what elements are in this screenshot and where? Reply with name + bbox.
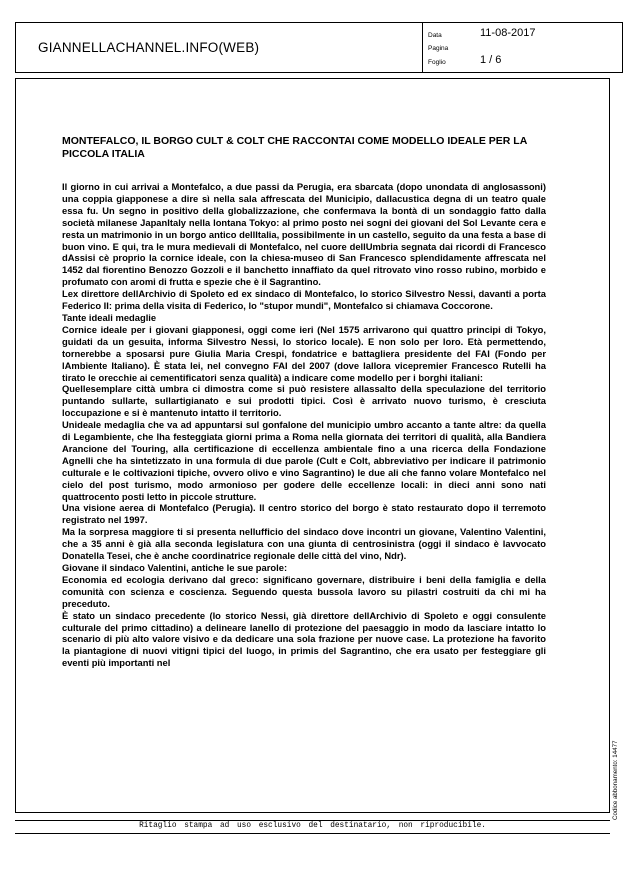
paragraph: Unideale medaglia che va ad appuntarsi sul gonfalone del municipio umbro accanto a tante altre: da quella di Legambiente, che lha festeggiata giorni prima a Roma nella giornata dei territori di qualità, alla Bandiera Arancione del Touring, alla certificazione di eccellenza ambientale fino a una ricerca della Fondazione Agnelli che ha sintetizzato in una formula di due parole (Cult e Colt, abbreviativo per indicare il patrimonio culturale e le coltivazioni tipiche, ovvero olivo e vino Sagrantino) le due ali che fanno volare Montefalco nel cielo del post turismo, modo armonioso per godere delle eccellenze locali: in dieci anni sono nati quattrocento posti letto in piccole strutture. bbox=[62, 419, 546, 502]
paragraph: Quellesemplare città umbra ci dimostra come si può resistere allassalto della speculazione del territorio puntando sullarte, sullartigianato e sui prodotti tipici. Così è arrivato nuovo turismo, è cresciuta loccupazione e si è mantenuto intatto il territorio. bbox=[62, 383, 546, 419]
photo-caption: Una visione aerea di Montefalco (Perugia). Il centro storico del borgo è stato restaurato dopo il terremoto registrato nel 1997. bbox=[62, 502, 546, 526]
meta-box bbox=[422, 23, 623, 72]
date-label: Data bbox=[428, 32, 442, 39]
sheet-value: 1 / 6 bbox=[480, 54, 502, 66]
quote: Economia ed ecologia derivano dal greco: significano governare, distribuire i beni della famiglia e della comunità con scienza e coscienza. Seguendo questa bussola lavoro su pilastri costruiti da chi mi ha preceduto. bbox=[62, 573, 546, 609]
subscription-code: Codice abbonamento: 14477 bbox=[612, 740, 619, 820]
paragraph: Cornice ideale per i giovani giapponesi, oggi come ieri (Nel 1575 arrivarono qui quattro principi di Tokyo, guidati da un gesuita, informa Silvestro Nessi, lo storico locale). E non solo per loro. Età permettendo, tornerebbe a sposarsi pure Giulia Maria Crespi, fondatrice e battagliera presidente del FAI (Fondo per lAmbiente Italiano). È stata lei, nel convegno FAI del 2007 (dove lallora vicepremier Francesco Rutelli ha tirato le orecchie ai cementificatori senza qualità) a indicare come modello per i borghi italiani: bbox=[62, 323, 546, 383]
article bbox=[62, 135, 546, 669]
footer-notice: Ritaglio stampa ad uso esclusivo del destinatario, non riproducibile. bbox=[139, 822, 486, 830]
article-box bbox=[15, 78, 610, 813]
header-box bbox=[15, 22, 623, 73]
page-label: Pagina bbox=[428, 45, 449, 52]
footer bbox=[15, 820, 610, 834]
paragraph: Lex direttore dellArchivio di Spoleto ed ex sindaco di Montefalco, lo storico Silvestro Nessi, davanti a porta Federico II: prima della visita di Federico, lo "stupor mundi", Montefalco si chiamava Coccorone. bbox=[62, 288, 546, 312]
paragraph: Il giorno in cui arrivai a Montefalco, a due passi da Perugia, era sbarcata (dopo unondata di anglosassoni) una coppia giapponese a dire sì nella sala affrescata del Municipio, dallacustica degna di un teatro quale essa fu. Un segno in positivo della globalizzazione, che confermava la bontà di un sondaggio fatto dalla società milanese JapanItaly nella lontana Tokyo: al primo posto nei sogni dei giovani del Sol Levante cera e resta un matrimonio in un borgo antico dellItalia, possibilmente in un castello, seguito da una festa a base di buon vino. E qui, tra le mura medievali di Montefalco, nel cuore dellUmbria segnata dai ricordi di Francesco dAssisi cè proprio la cornice ideale, con la chiesa-museo di San Francesco splendidamente affrescata nel 1452 dal fiorentino Benozzo Gozzoli e il banchetto innaffiato da quel ritrovato vino rosso rubino, morbido e profumato con aromi di frutta e spezie che è il Sagrantino. bbox=[62, 181, 546, 288]
article-title: MONTEFALCO, IL BORGO CULT & COLT CHE RACCONTAI COME MODELLO IDEALE PER LA PICCOLA ITALIA bbox=[62, 135, 527, 160]
paragraph: È stato un sindaco precedente (lo storico Nessi, già direttore dellArchivio di Spoleto e oggi consulente culturale del primo cittadino) a delineare lanello di protezione del paesaggio in modo da lasciare intatto lo scenario di più alto valore visivo e da dedicare una sola frazione per nuove case. La protezione ha favorito la piantagione di nuovi vitigni tipici del luogo, in primis del Sagrantino, che era usato per festeggiare gli eventi più importanti nel bbox=[62, 609, 546, 669]
subheading: Tante ideali medaglie bbox=[62, 311, 157, 323]
paragraph: Ma la sorpresa maggiore ti si presenta nellufficio del sindaco dove incontri un giovane, Valentino Valentini, che a 35 anni è già alla seconda legislatura con una giunta di centrosinistra (oggi il sindaco è lavvocato Donatella Tesei, che è anche coordinatrice regionale delle città del vino, Ndr). bbox=[62, 526, 546, 562]
date-value: 11-08-2017 bbox=[480, 27, 536, 39]
sheet-label: Foglio bbox=[428, 59, 446, 66]
source-name: GIANNELLACHANNEL.INFO(WEB) bbox=[38, 40, 260, 55]
paragraph: Giovane il sindaco Valentini, antiche le sue parole: bbox=[62, 562, 288, 573]
